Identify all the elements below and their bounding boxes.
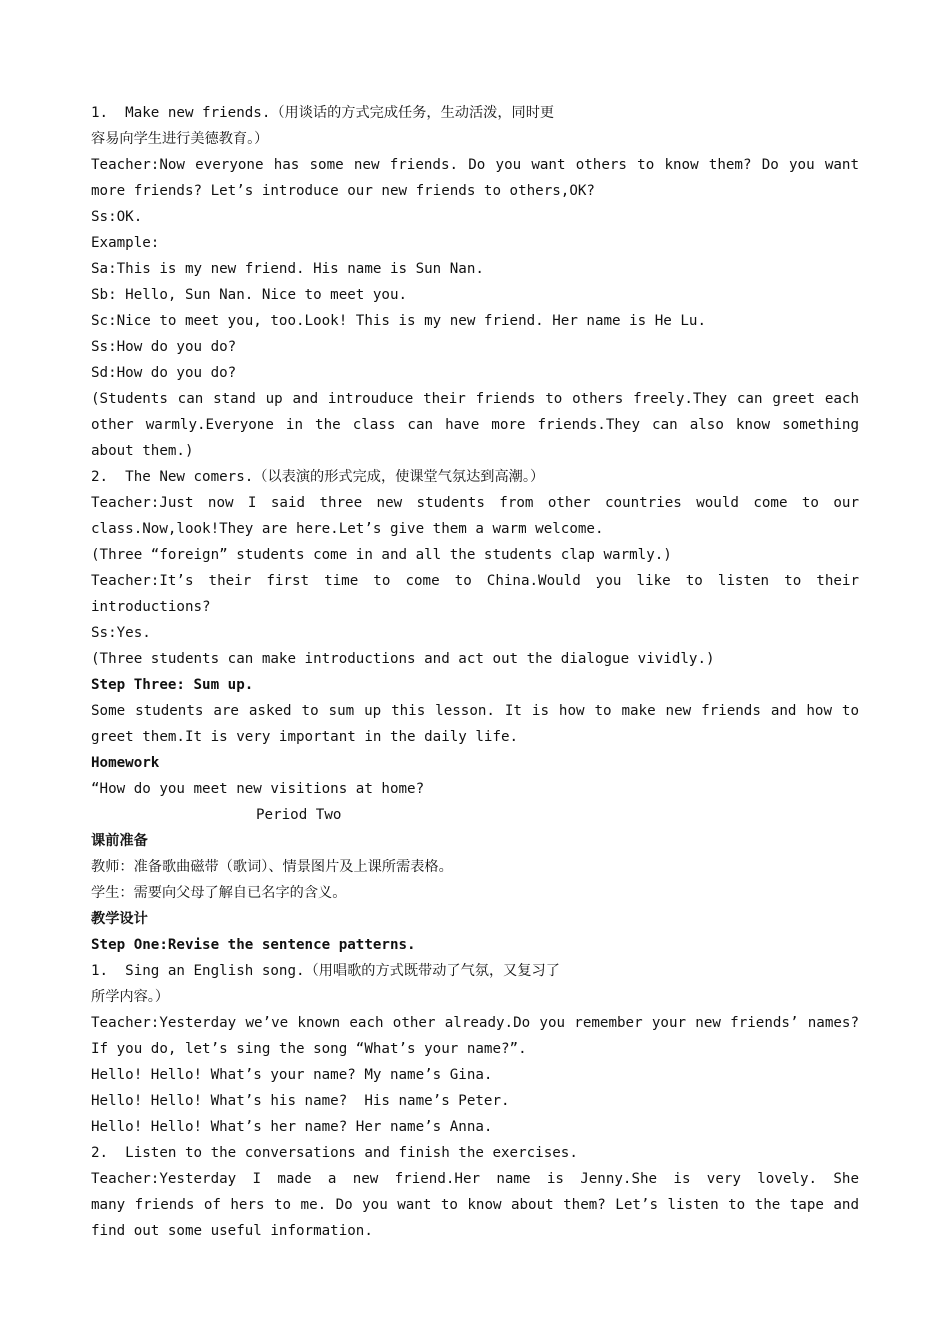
text-line: Teacher:It’s their first time to come to China.Would you like to listen to their xyxy=(91,573,859,589)
section-heading: Step Three: Sum up. xyxy=(91,677,254,693)
section-heading: 课前准备 xyxy=(91,833,148,849)
text-line: (Students can stand up and introuduce their friends to others freely.They can greet each xyxy=(91,391,859,407)
section-heading: 教学设计 xyxy=(91,911,148,927)
text-line: 所学内容。） xyxy=(91,989,170,1005)
section-heading: Step One:Revise the sentence patterns. xyxy=(91,937,416,953)
text-line: 2. The New comers.（以表演的形式完成，使课堂气氛达到高潮。） xyxy=(91,469,545,485)
text-line: Hello! Hello! What’s your name? My name’s Gina. xyxy=(91,1067,493,1083)
text-line: 学生：需要向父母了解自已名字的含义。 xyxy=(91,885,347,901)
text-line: many friends of hers to me. Do you want to know about them? Let’s listen to the tape and xyxy=(91,1197,859,1213)
text-line: Ss:Yes. xyxy=(91,625,151,641)
text-line: find out some useful information. xyxy=(91,1223,373,1239)
text-line: Teacher:Now everyone has some new friends. Do you want others to know them? Do you want xyxy=(91,157,859,173)
text-line: 1. Sing an English song.（用唱歌的方式既带动了气氛，又复习了 xyxy=(91,963,560,979)
text-line: other warmly.Everyone in the class can have more friends.They can also know something xyxy=(91,417,859,433)
text-line: Ss:OK. xyxy=(91,209,143,225)
document-page xyxy=(91,100,859,1244)
text-line: introductions? xyxy=(91,599,211,615)
text-line: 教师：准备歌曲磁带（歌词）、情景图片及上课所需表格。 xyxy=(91,859,453,875)
text-line: Teacher:Yesterday I made a new friend.Her name is Jenny.She is very lovely. She xyxy=(91,1171,859,1187)
text-line: more friends? Let’s introduce our new friends to others,OK? xyxy=(91,183,595,199)
period-title: Period Two xyxy=(256,807,342,823)
text-line: 容易向学生进行美德教育。） xyxy=(91,131,269,147)
section-heading: Homework xyxy=(91,755,160,771)
text-line: Ss:How do you do? xyxy=(91,339,237,355)
text-line: 1. Make new friends.（用谈话的方式完成任务，生动活泼，同时更 xyxy=(91,105,555,121)
text-line: Hello! Hello! What’s his name? His name’s Peter. xyxy=(91,1093,510,1109)
text-line: Teacher:Yesterday we’ve known each other already.Do you remember your new friends’ names? xyxy=(91,1015,859,1031)
text-line: If you do, let’s sing the song “What’s your name?”. xyxy=(91,1041,527,1057)
text-line: about them.) xyxy=(91,443,194,459)
text-line: Sd:How do you do? xyxy=(91,365,237,381)
text-line: greet them.It is very important in the daily life. xyxy=(91,729,519,745)
text-line: (Three “foreign” students come in and all the students clap warmly.) xyxy=(91,547,672,563)
text-line: class.Now,look!They are here.Let’s give them a warm welcome. xyxy=(91,521,604,537)
text-line: “How do you meet new visitions at home? xyxy=(91,781,425,797)
text-line: Sb: Hello, Sun Nan. Nice to meet you. xyxy=(91,287,408,303)
text-line: Sc:Nice to meet you, too.Look! This is my new friend. Her name is He Lu. xyxy=(91,313,706,329)
text-line: Sa:This is my new friend. His name is Sun Nan. xyxy=(91,261,484,277)
text-line: Hello! Hello! What’s her name? Her name’s Anna. xyxy=(91,1119,493,1135)
text-line: (Three students can make introductions and act out the dialogue vividly.) xyxy=(91,651,715,667)
text-line: 2. Listen to the conversations and finish the exercises. xyxy=(91,1145,578,1161)
text-line: Teacher:Just now I said three new students from other countries would come to our xyxy=(91,495,859,511)
text-line: Example: xyxy=(91,235,160,251)
text-line: Some students are asked to sum up this lesson. It is how to make new friends and how to xyxy=(91,703,859,719)
